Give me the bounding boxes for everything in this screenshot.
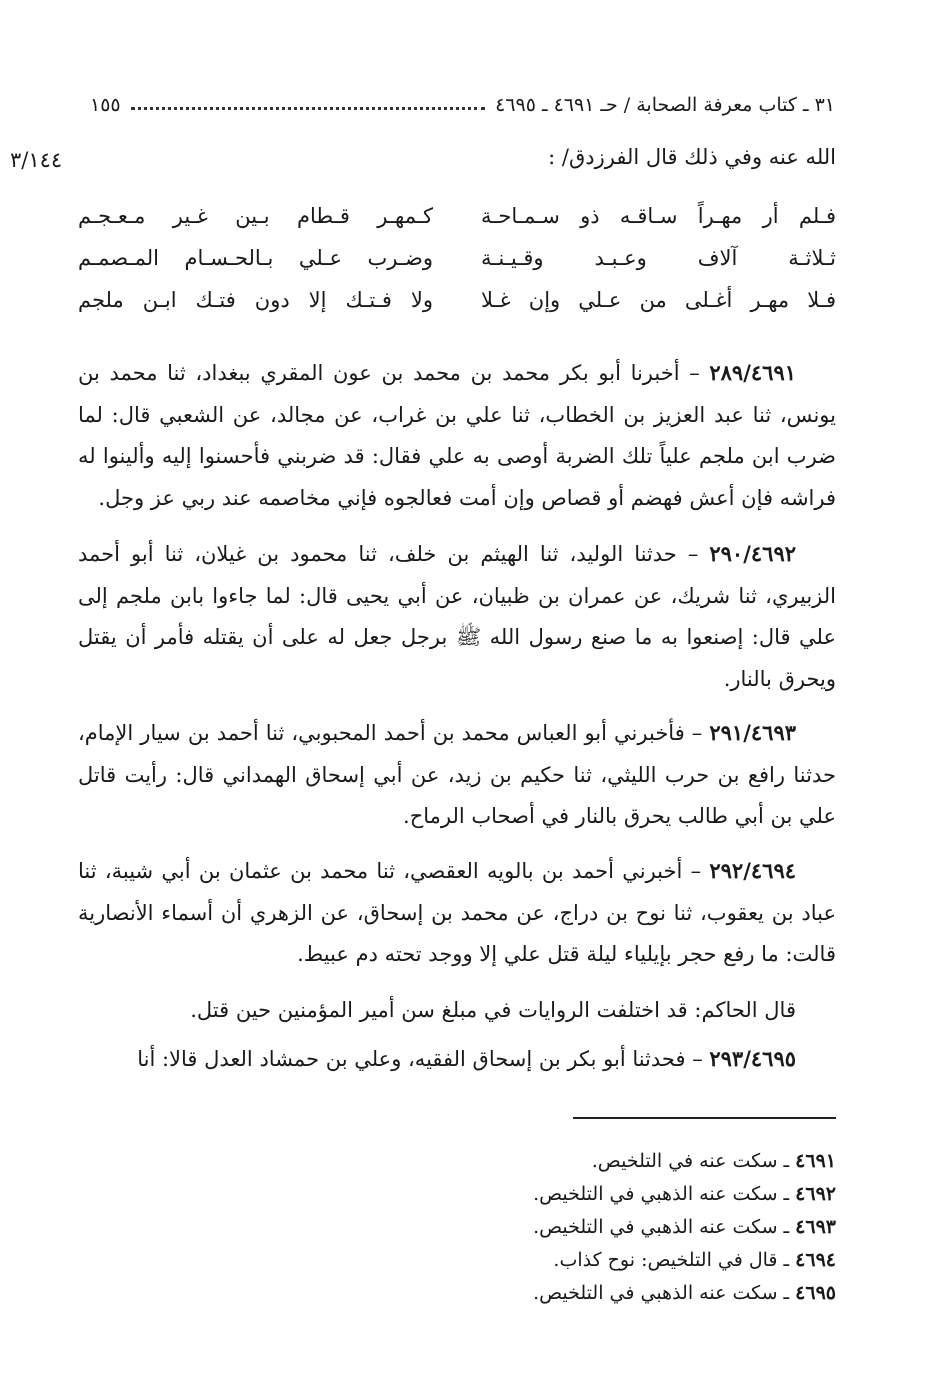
page-header xyxy=(90,82,835,116)
footnote-number: ٤٦٩٥ xyxy=(795,1282,836,1304)
hakim-remark xyxy=(78,990,836,1032)
poem-verse xyxy=(78,279,836,321)
verse-first-hemistich: ثـلاثـة آلاف وعـبـد وقـيـنـة xyxy=(481,246,836,270)
hadith-paragraph xyxy=(78,533,836,700)
verse-second-hemistich: كـمهـر قـطام بـين غـير مـعـجـم xyxy=(78,204,433,228)
verse-first-hemistich: فـلم أر مهـراً سـاقـه ذو سـمـاحـة xyxy=(481,204,836,228)
running-title: ٣١ ـ كتاب معرفة الصحابة / حـ ٤٦٩١ ـ ٤٦٩٥ xyxy=(495,94,835,116)
verse-first-hemistich: فـلا مهـر أغـلى من عـلي وإن غـلا xyxy=(481,288,836,312)
remark-text: قال الحاكم: قد اختلفت الروايات في مبلغ سن أمير المؤمنين حين قتل. xyxy=(190,998,796,1022)
hadith-text: – فحدثنا أبو بكر بن إسحاق الفقيه، وعلي بن حمشاد العدل قالا: أنا xyxy=(137,1047,710,1071)
verse-second-hemistich: ولا فـتـك إلا دون فتـك ابـن ملجم xyxy=(78,288,433,312)
hadith-paragraph xyxy=(78,1038,836,1081)
poem xyxy=(78,195,836,321)
poem-verse xyxy=(78,195,836,237)
hadith-number: ٢٨٩/٤٦٩١ xyxy=(709,360,796,385)
hadith-text: – أخبرنا أبو بكر محمد بن محمد بن عون المقري ببغداد، ثنا محمد بن يونس، ثنا عبد العزيز بن الخطاب، ثنا علي بن غراب، عن مجالد، عن الشعبي قال: لما ضرب ابن ملجم علياً تلك الضربة أوصى به علي فقال: قد ضربني فأحسنوا إليه وألينوا له فراشه فإن أعش فهضم أو قصاص وإن أمت فعالجوه فإني مخاصمه عند ربي عز وجل. xyxy=(78,361,836,510)
footnote-text: ـ سكت عنه في التلخيص. xyxy=(591,1150,796,1172)
hadith-text: – أخبرني أحمد بن بالويه العقصي، ثنا محمد بن عثمان بن أبي شيبة، ثنا عباد بن يعقوب، ثنا نوح بن دراج، عن محمد بن إسحاق، عن الزهري أن أسماء الأنصارية قالت: ما رفع حجر بإيلياء ليلة قتل علي إلا ووجد تحته دم عبيط. xyxy=(78,859,836,966)
footnote xyxy=(236,1211,836,1244)
hadith-text: – فأخبرني أبو العباس محمد بن أحمد المحبوبي، ثنا أحمد بن سيار الإمام، حدثنا رافع بن حرب الليثي، ثنا حكيم بن زيد، عن أبي إسحاق الهمداني قال: رأيت قاتل علي بن أبي طالب يحرق بالنار في أصحاب الرماح. xyxy=(78,721,836,828)
margin-volume-page-ref: ٣/١٤٤ xyxy=(10,148,63,172)
footnote-number: ٤٦٩٤ xyxy=(795,1249,836,1271)
footnote xyxy=(236,1244,836,1277)
footnotes xyxy=(236,1145,836,1310)
footnote-text: ـ سكت عنه الذهبي في التلخيص. xyxy=(533,1216,796,1238)
footnote-number: ٤٦٩١ xyxy=(795,1150,836,1172)
footnote-text: ـ قال في التلخيص: نوح كذاب. xyxy=(553,1249,796,1271)
hadith-paragraph xyxy=(78,352,836,519)
hadith-paragraph xyxy=(78,850,836,976)
footnote-separator xyxy=(573,1117,836,1119)
footnote-number: ٤٦٩٣ xyxy=(795,1216,836,1238)
hadith-number: ٢٩٣/٤٦٩٥ xyxy=(709,1046,796,1071)
footnote xyxy=(236,1145,836,1178)
hadith-text: – حدثنا الوليد، ثنا الهيثم بن خلف، ثنا محمود بن غيلان، ثنا أبو أحمد الزبيري، ثنا شريك، عن عمران بن ظبيان، عن أبي يحيى قال: لما جاءوا بابن ملجم إلى علي قال: إصنعوا به ما صنع رسول الله ﷺ برجل جعل له على أن يقتله فأمر أن يقتل ويحرق بالنار. xyxy=(78,542,836,691)
poem-verse xyxy=(78,237,836,279)
intro-line: الله عنه وفي ذلك قال الفرزدق/ : xyxy=(548,145,836,169)
hadith-number: ٢٩٠/٤٦٩٢ xyxy=(709,541,796,566)
footnote-number: ٤٦٩٢ xyxy=(795,1183,836,1205)
verse-second-hemistich: وضـرب عـلي بـالحـسـام المـصمـم xyxy=(78,246,433,270)
header-dot-leader xyxy=(131,107,485,110)
footnote xyxy=(236,1277,836,1310)
footnote xyxy=(236,1178,836,1211)
footnote-text: ـ سكت عنه الذهبي في التلخيص. xyxy=(533,1183,796,1205)
page-number: ١٥٥ xyxy=(90,94,121,116)
hadith-number: ٢٩٢/٤٦٩٤ xyxy=(709,858,796,883)
hadith-paragraph xyxy=(78,712,836,838)
footnote-text: ـ سكت عنه الذهبي في التلخيص. xyxy=(533,1282,796,1304)
hadith-number: ٢٩١/٤٦٩٣ xyxy=(709,720,796,745)
